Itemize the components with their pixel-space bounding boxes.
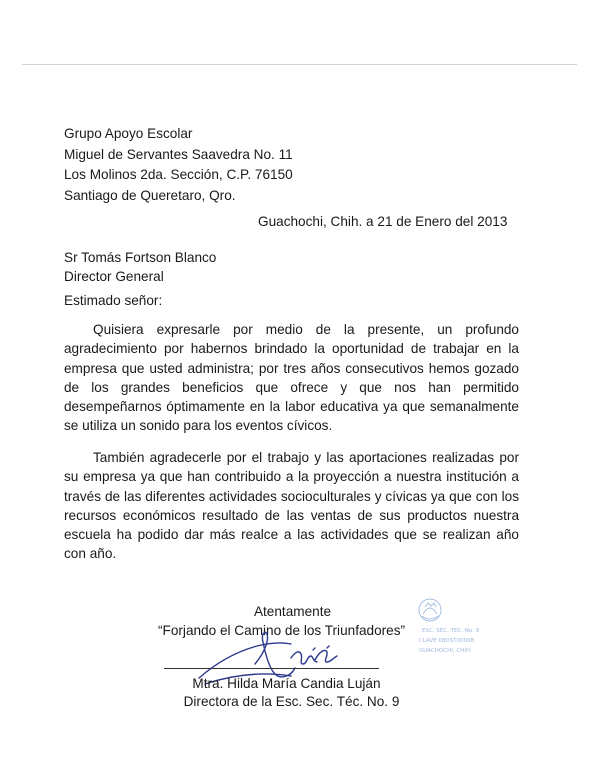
closing-motto: “Forjando el Camino de los Triunfadores” xyxy=(158,623,406,638)
body-paragraph-1: Quisiera expresarle por medio de la presente, un profundo agradecimiento por habernos brindado la oportunidad de trabajar en la empresa que usted administra; por tres años consecutivos hemos gozado de los grandes beneficios que ofrece y que nos han permitido desempeñarnos óptimamente en la labor educativa ya que semanalmente se utiliza un sonido para los eventos cívicos. xyxy=(64,322,519,434)
recipient-block xyxy=(64,248,216,286)
signer-name: Mtra. Hilda María Candia Luján xyxy=(192,676,381,691)
signer-title: Directora de la Esc. Sec. Téc. No. 9 xyxy=(183,694,400,709)
salutation: Estimado señor: xyxy=(64,293,163,308)
recipient-title: Director General xyxy=(64,269,164,284)
closing-farewell: Atentamente xyxy=(253,604,332,619)
sender-line: Santiago de Queretaro, Qro. xyxy=(64,187,236,203)
page-top-rule xyxy=(22,64,577,65)
signature-line xyxy=(164,668,379,669)
sender-line: Miguel de Servantes Saavedra No. 11 xyxy=(64,146,293,162)
sender-line: Grupo Apoyo Escolar xyxy=(64,126,193,141)
stamp-text-line: ESC. SEC. TEC. No. 9 xyxy=(422,628,480,634)
letter-date: Guachochi, Chih. a 21 de Enero del 2013 xyxy=(258,214,508,229)
recipient-name: Sr Tomás Fortson Blanco xyxy=(64,250,217,265)
sender-address-block xyxy=(64,124,293,206)
stamp-text-line: CLAVE 08DST0009B xyxy=(419,638,475,644)
sender-line: Los Molinos 2da. Sección, C.P. 76150 xyxy=(64,167,293,182)
stamp-text-line: GUACHOCHI, CHIH. xyxy=(419,648,472,654)
body-paragraph-2: También agradecerle por el trabajo y las aportaciones realizadas por su empresa ya que han contribuido a la proyección a nuestra institución a través de las diferentes actividades socioculturales y cívicas ya que con los recursos económicos resultado de las ventas de sus productos nuestra escuela ha podido dar más realce a las actividades que se realizan año con año. xyxy=(64,450,519,562)
